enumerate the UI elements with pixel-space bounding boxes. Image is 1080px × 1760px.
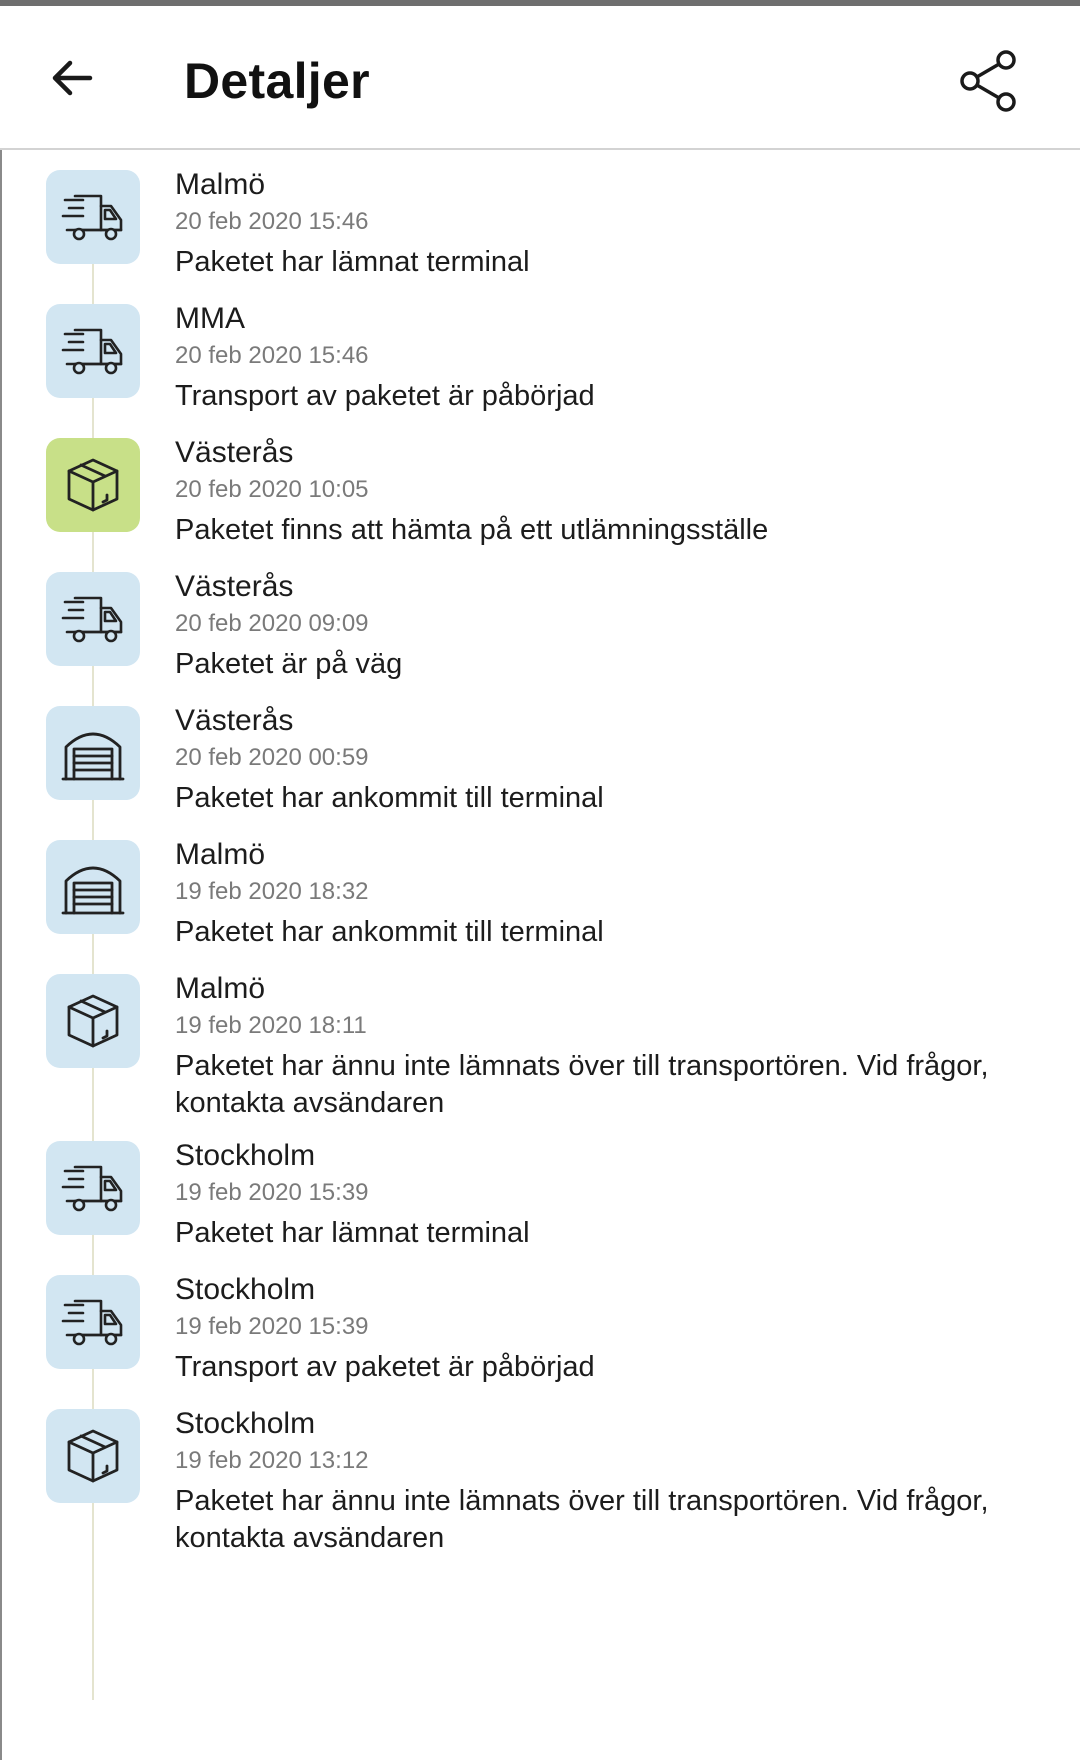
event-description: Paketet är på väg xyxy=(175,648,403,680)
event-description: Paketet har ännu inte lämnats över till transportören. Vid frågor, kontakta avsändaren xyxy=(175,1050,989,1119)
event-icon-box xyxy=(46,304,140,398)
event-location: Malmö xyxy=(175,838,266,871)
event-location: Stockholm xyxy=(175,1273,316,1306)
event-description: Transport av paketet är påbörjad xyxy=(175,380,595,412)
event-timestamp: 20 feb 2020 10:05 xyxy=(175,476,369,503)
arrow-left-icon xyxy=(48,54,96,102)
event-icon-box xyxy=(46,170,140,264)
event-location: Västerås xyxy=(175,436,294,469)
event-description: Paketet har ankommit till terminal xyxy=(175,916,604,948)
share-button[interactable] xyxy=(944,36,1034,126)
event-icon-box xyxy=(46,1409,140,1503)
truck-icon xyxy=(61,1297,125,1347)
truck-icon xyxy=(61,594,125,644)
app-bar xyxy=(0,6,1080,150)
event-description: Paketet har lämnat terminal xyxy=(175,1217,530,1249)
event-timestamp: 19 feb 2020 18:11 xyxy=(175,1012,367,1039)
package-icon xyxy=(63,991,123,1051)
event-timestamp: 19 feb 2020 18:32 xyxy=(175,878,369,905)
event-location: Västerås xyxy=(175,704,294,737)
truck-icon xyxy=(61,192,125,242)
page-title: Detaljer xyxy=(184,53,370,109)
event-location: MMA xyxy=(175,302,245,335)
event-icon-box xyxy=(46,572,140,666)
event-icon-box xyxy=(46,438,140,532)
event-timestamp: 19 feb 2020 13:12 xyxy=(175,1447,369,1474)
back-button[interactable] xyxy=(30,36,114,120)
event-description: Paketet har lämnat terminal xyxy=(175,246,530,278)
event-timestamp: 20 feb 2020 15:46 xyxy=(175,208,369,235)
share-icon xyxy=(955,47,1023,115)
event-timestamp: 19 feb 2020 15:39 xyxy=(175,1179,369,1206)
event-icon-box xyxy=(46,706,140,800)
event-location: Malmö xyxy=(175,972,266,1005)
event-description: Paketet har ännu inte lämnats över till transportören. Vid frågor, kontakta avsändaren xyxy=(175,1485,989,1554)
event-description: Paketet finns att hämta på ett utlämningsställe xyxy=(175,514,769,546)
event-location: Malmö xyxy=(175,168,266,201)
truck-icon xyxy=(61,326,125,376)
event-icon-box xyxy=(46,974,140,1068)
event-timestamp: 20 feb 2020 00:59 xyxy=(175,744,369,771)
tracking-timeline xyxy=(0,150,1080,1750)
event-timestamp: 19 feb 2020 15:39 xyxy=(175,1313,369,1340)
event-icon-box xyxy=(46,1275,140,1369)
package-icon xyxy=(63,455,123,515)
warehouse-icon xyxy=(61,857,125,917)
truck-icon xyxy=(61,1163,125,1213)
event-location: Stockholm xyxy=(175,1139,316,1172)
event-location: Stockholm xyxy=(175,1407,316,1440)
warehouse-icon xyxy=(61,723,125,783)
event-location: Västerås xyxy=(175,570,294,603)
event-description: Paketet har ankommit till terminal xyxy=(175,782,604,814)
event-timestamp: 20 feb 2020 15:46 xyxy=(175,342,369,369)
event-timestamp: 20 feb 2020 09:09 xyxy=(175,610,369,637)
package-icon xyxy=(63,1426,123,1486)
event-icon-box xyxy=(46,840,140,934)
event-description: Transport av paketet är påbörjad xyxy=(175,1351,595,1383)
event-icon-box xyxy=(46,1141,140,1235)
